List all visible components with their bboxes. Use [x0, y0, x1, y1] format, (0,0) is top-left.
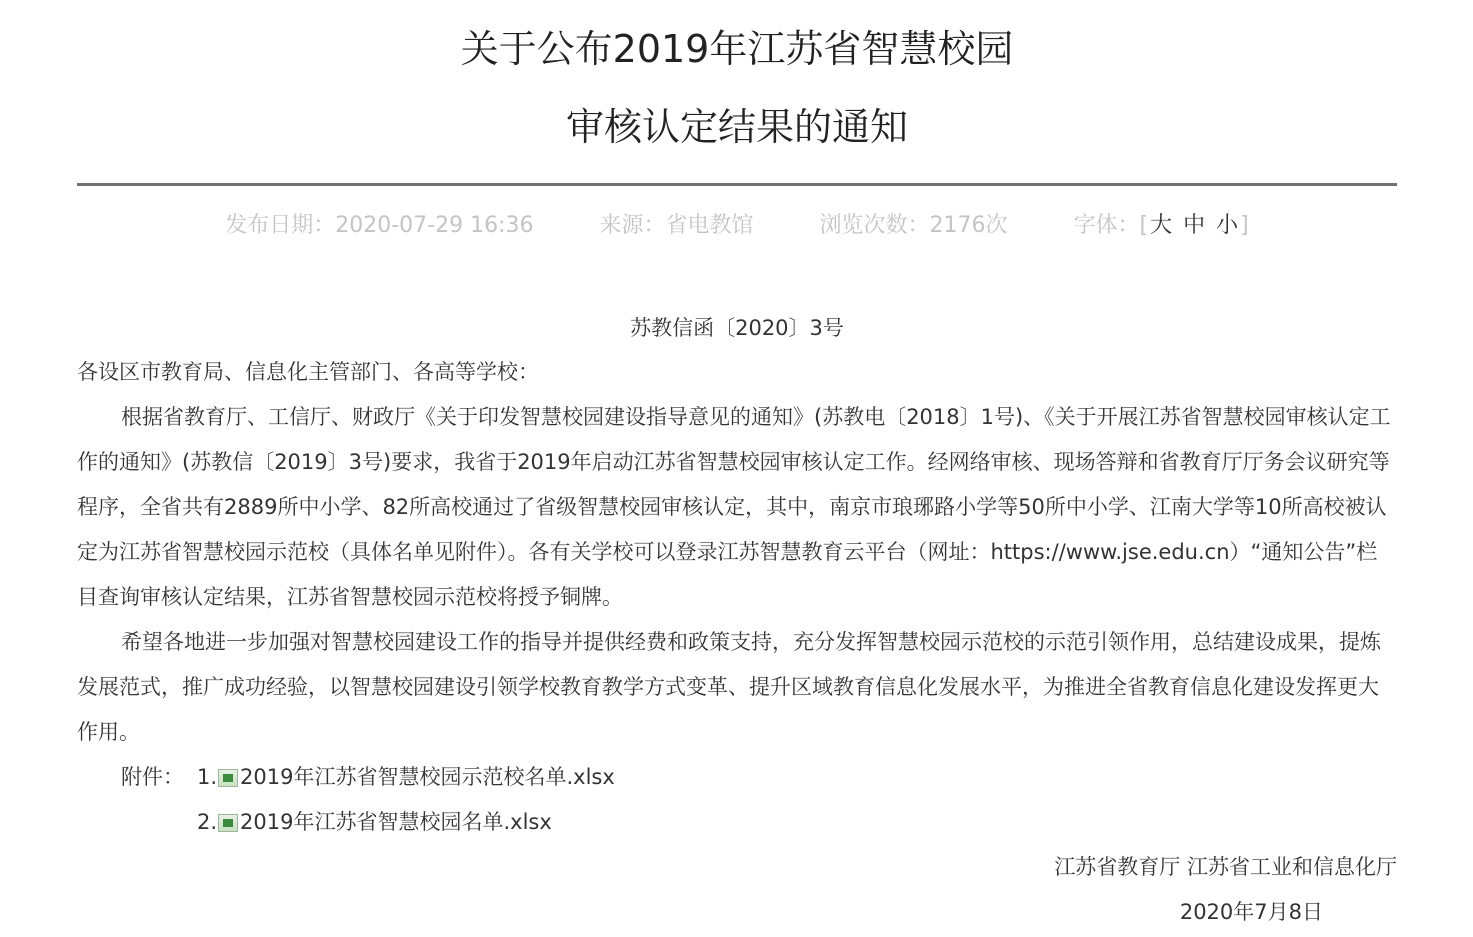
signature-block [77, 845, 1397, 935]
attachment-link-1[interactable]: 2019年江苏省智慧校园示范校名单.xlsx [240, 765, 615, 789]
article-page [77, 0, 1397, 935]
title-line-1: 关于公布2019年江苏省智慧校园 [460, 27, 1014, 71]
issuing-authorities: 江苏省教育厅 江苏省工业和信息化厅 [1054, 855, 1397, 879]
font-size-control [1074, 210, 1249, 242]
body-paragraph-2: 希望各地进一步加强对智慧校园建设工作的指导并提供经费和政策支持，充分发挥智慧校园示范校的示范引领作用，总结建设成果，提炼发展范式，推广成功经验，以智慧校园建设引领学校教育教学方式变革、提升区域教育信息化发展水平，为推进全省教育信息化建设发挥更大作用。 [77, 630, 1381, 744]
article-title [77, 0, 1397, 151]
font-medium-button[interactable]: 中 [1183, 213, 1206, 238]
title-line-2: 审核认定结果的通知 [565, 105, 908, 149]
article-content [77, 350, 1397, 755]
attachments [77, 755, 1397, 845]
attachment-row [77, 800, 1397, 845]
attachments-label: 附件： [121, 765, 184, 789]
salutation: 各设区市教育局、信息化主管部门、各高等学校： [77, 360, 539, 384]
article-meta [77, 210, 1397, 242]
excel-file-icon [218, 814, 238, 832]
font-size-close-bracket: ] [1240, 213, 1249, 238]
issue-date: 2020年7月8日 [1179, 900, 1323, 924]
document-number: 苏教信函〔2020〕3号 [630, 316, 844, 340]
publish-date: 发布日期：2020-07-29 16:36 [225, 213, 534, 238]
title-divider [77, 183, 1397, 186]
excel-file-icon [218, 769, 238, 787]
font-large-button[interactable]: 大 [1150, 213, 1173, 238]
attachment-link-2[interactable]: 2019年江苏省智慧校园名单.xlsx [240, 810, 552, 834]
article-source: 来源：省电教馆 [599, 213, 754, 238]
view-count: 浏览次数：2176次 [819, 213, 1008, 238]
attachment-row [77, 755, 1397, 800]
font-small-button[interactable]: 小 [1216, 213, 1239, 238]
attachment-number: 2. [197, 810, 218, 834]
attachment-number: 1. [197, 765, 218, 789]
font-size-label: 字体：[ [1073, 213, 1149, 238]
body-paragraph-1: 根据省教育厅、工信厅、财政厅《关于印发智慧校园建设指导意见的通知》(苏教电〔2018〕1号)、《关于开展江苏省智慧校园审核认定工作的通知》(苏教信〔2019〕3号)要求，我省于2019年启动江苏省智慧校园审核认定工作。经网络审核、现场答辩和省教育厅厅务会议研究等程序，全省共有2889所中小学、82所高校通过了省级智慧校园审核认定，其中，南京市琅琊路小学等50所中小学、江南大学等10所高校被认定为江苏省智慧校园示范校（具体名单见附件）。各有关学校可以登录江苏智慧教育云平台（网址：https://www.jse.edu.cn）“通知公告”栏目查询审核认定结果，江苏省智慧校园示范校将授予铜牌。 [77, 405, 1391, 609]
